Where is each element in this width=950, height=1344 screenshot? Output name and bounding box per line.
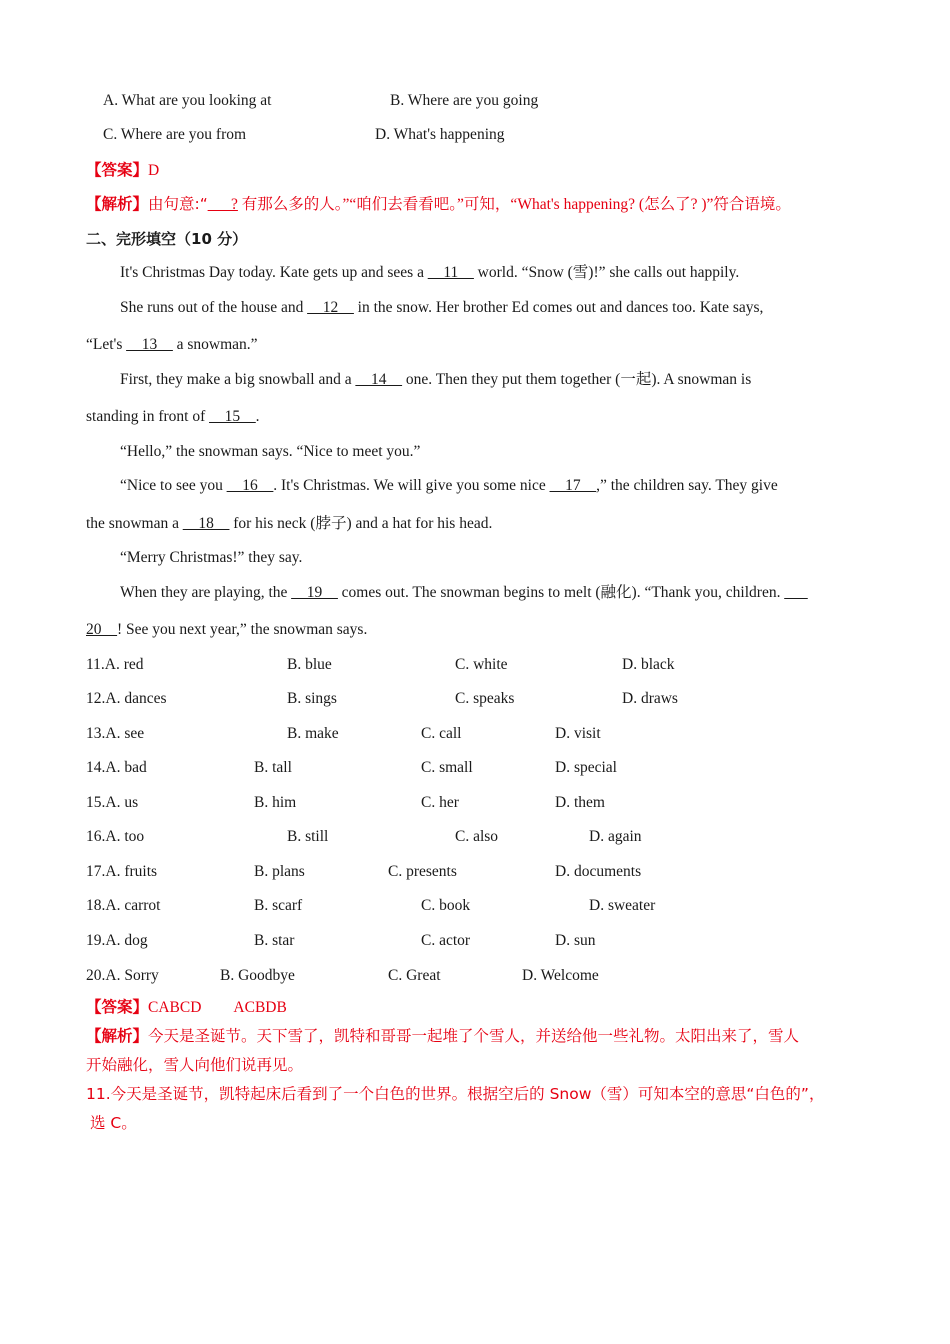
option-13-c: C. call [421,725,462,742]
passage-text: a snowman.” [172,336,258,353]
passage-text: . [255,408,260,425]
option-14-d: D. special [555,759,617,776]
answer-value: D [148,162,160,179]
passage-line [120,583,808,603]
option-14-a: 14.A. bad [86,759,147,776]
analysis-text: 今天是圣诞节。天下雪了，凯特和哥哥一起堆了个雪人，并送给他一些礼物。太阳出来了，雪人 [148,1027,800,1045]
answer-part-1: CABCD [148,999,202,1016]
q10-option-c: C. Where are you from [103,126,247,143]
q10-option-a: A. What are you looking at [103,92,272,109]
passage-line [86,407,260,427]
blank-16: __16__ [226,477,274,494]
section2-analysis-line-1 [86,1026,799,1046]
passage-text: the snowman a [86,515,183,532]
passage-text: When they are playing, the [120,584,292,601]
analysis-blank: ___? [207,196,238,213]
option-13-d: D. visit [555,725,601,742]
option-15-a: 15.A. us [86,794,139,811]
blank-17: __17__ [549,477,597,494]
answer-label: 【答案】 [86,998,149,1016]
passage-line [120,476,778,496]
blank-14: __14__ [355,371,402,388]
q10-option-d: D. What's happening [375,126,505,143]
passage-text: ! See you next year,” the snowman says. [117,621,368,638]
option-20-c: C. Great [388,967,441,984]
blank-13: __13__ [126,336,173,353]
blank-20-end: 20__ [86,621,117,638]
passage-line [120,263,739,283]
q10-option-b: B. Where are you going [390,92,539,109]
option-20-b: B. Goodbye [220,967,295,984]
blank-15: __15__ [209,408,256,425]
option-14-c: C. small [421,759,473,776]
passage-text: . It's Christmas. We will give you some nice [273,477,550,494]
option-16-c: C. also [455,828,499,845]
option-19-d: D. sun [555,932,596,949]
section-title: 二、完形填空（10 分） [86,230,248,248]
option-15-d: D. them [555,794,605,811]
passage-text: “Nice to see you [120,477,227,494]
option-16-d: D. again [589,828,642,845]
passage-text: for his neck (脖子) and a hat for his head. [229,515,493,532]
option-12-a: 12.A. dances [86,690,167,707]
passage-text: It's Christmas Day today. Kate gets up and sees a [120,264,428,281]
option-20-a: 20.A. Sorry [86,967,159,984]
blank-18: __18__ [182,515,230,532]
passage-text: First, they make a big snowball and a [120,371,356,388]
passage-text: in the snow. Her brother Ed comes out and dances too. Kate says, [353,299,764,316]
option-17-a: 17.A. fruits [86,863,158,880]
passage-text: ,” the children say. They give [596,477,778,494]
passage-text: She runs out of the house and [120,299,308,316]
option-18-b: B. scarf [254,897,303,914]
option-18-d: D. sweater [589,897,656,914]
option-11-d: D. black [622,656,675,673]
option-12-c: C. speaks [455,690,515,707]
option-11-c: C. white [455,656,508,673]
option-17-c: C. presents [388,863,457,880]
passage-text: standing in front of [86,408,210,425]
analysis-label: 【解析】 [86,195,149,213]
option-20-d: D. Welcome [522,967,599,984]
q11-analysis-line-1: 11.今天是圣诞节，凯特起床后看到了一个白色的世界。根据空后的 Snow（雪）可知本空的意思“白色的”， [86,1085,825,1103]
option-11-a: 11.A. red [86,656,144,673]
q10-analysis [86,194,791,215]
option-18-c: C. book [421,897,471,914]
passage-line [86,335,258,355]
answer-part-2: ACBDB [233,999,287,1016]
option-19-a: 19.A. dog [86,932,148,949]
option-19-b: B. star [254,932,295,949]
analysis-text-2: 有那么多的人。”“咱们去看看吧。”可知，“What's happening? (怎么了? )”符合语境。 [237,196,791,213]
passage-line [86,620,367,640]
passage-line [120,298,763,318]
passage-line [86,514,492,534]
option-14-b: B. tall [254,759,292,776]
option-15-b: B. him [254,794,297,811]
option-11-b: B. blue [287,656,332,673]
option-16-b: B. still [287,828,329,845]
option-13-a: 13.A. see [86,725,145,742]
passage-text: one. Then they put them together (一起). A snowman is [401,371,752,388]
section2-analysis-line-2: 开始融化，雪人向他们说再见。 [86,1056,304,1074]
analysis-text-1: 由句意:“ [148,195,208,213]
passage-line: “Merry Christmas!” they say. [120,549,303,566]
analysis-label: 【解析】 [86,1027,149,1045]
blank-20-start: ___ [784,584,808,601]
option-17-b: B. plans [254,863,305,880]
option-16-a: 16.A. too [86,828,145,845]
option-18-a: 18.A. carrot [86,897,161,914]
option-15-c: C. her [421,794,459,811]
passage-line: “Hello,” the snowman says. “Nice to meet you.” [120,443,421,460]
option-19-c: C. actor [421,932,471,949]
option-13-b: B. make [287,725,339,742]
option-12-d: D. draws [622,690,678,707]
q11-analysis-line-2: 选 C。 [90,1114,137,1132]
passage-text: “Let's [86,336,127,353]
option-17-d: D. documents [555,863,642,880]
passage-text: comes out. The snowman begins to melt (融化). “Thank you, children. [337,584,785,601]
section2-answer [86,997,287,1018]
blank-11: __11__ [427,264,474,281]
option-12-b: B. sings [287,690,337,707]
passage-text: world. “Snow (雪)!” she calls out happily. [473,264,740,281]
q10-answer [86,160,159,181]
passage-line [120,370,751,390]
blank-19: __19__ [291,584,338,601]
answer-label: 【答案】 [86,161,149,179]
blank-12: __12__ [307,299,354,316]
